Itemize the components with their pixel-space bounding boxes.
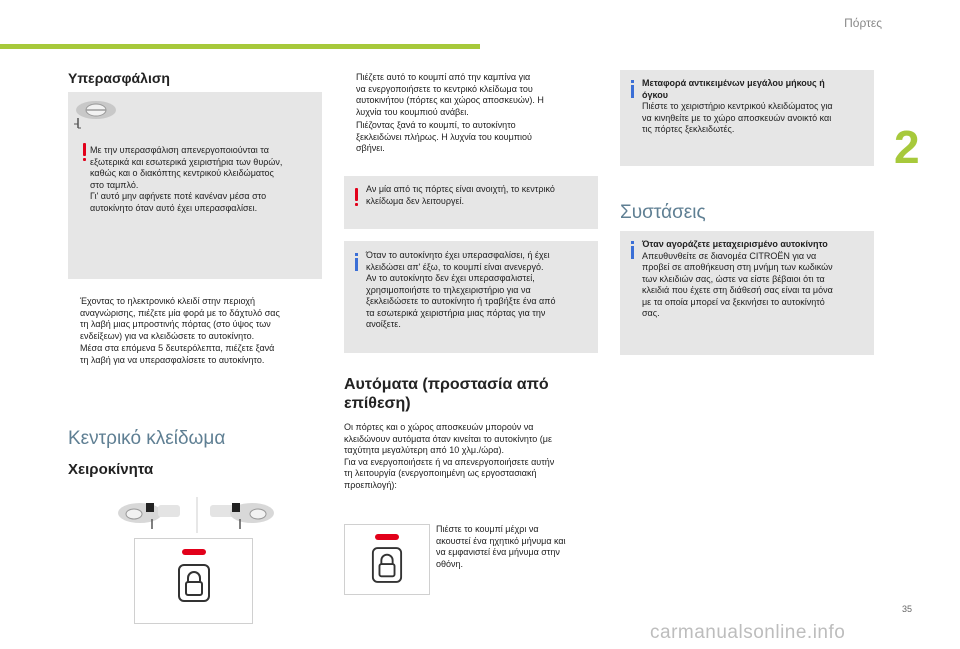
padlock-icon [177, 563, 211, 603]
lock-button-illustration [134, 538, 253, 624]
door-panels-illustration [112, 497, 282, 533]
watermark: carmanualsonline.info [650, 622, 846, 643]
central-lock-step-1: Πιέζετε αυτό το κουμπί από την καμπίνα για να ενεργοποιήσετε το κεντρικό κλείδωμα του αυτοκινήτου (πόρτες και χώρος αποσκευών). Η λυχνία του κουμπιού ανάβει. [356, 72, 544, 117]
deadlock-step-1: Έχοντας το ηλεκτρονικό κλειδί στην περιοχή αναγνώρισης, πιέζετε μία φορά με το δάχτυλό σας τη λαβή μιας μπροστινής πόρτας (στο ύψος των ενδείξεων) για να κλειδώσετε το αυτοκίνητο. [80, 296, 280, 341]
central-lock-warning-text: Αν μία από τις πόρτες είναι ανοιχτή, το κεντρικό κλείδωμα δεν λειτουργεί. [366, 184, 555, 206]
info-icon [354, 253, 358, 271]
indicator-light-icon [182, 549, 206, 555]
long-objects-info-text: Μεταφορά αντικειμένων μεγάλου μήκους ή όγκου Πιέστε το χειριστήριο κεντρικού κλειδώματος για να κινηθείτε με το χώρο αποσκευών ανοικτό και τις πόρτες ξεκλειδωτές. [642, 78, 833, 134]
lock-button-illustration-2 [344, 524, 430, 595]
chapter-number: 2 [894, 121, 920, 173]
padlock-icon [371, 546, 403, 584]
indicator-light-icon [375, 534, 399, 540]
automatic-locking-step: Πιέστε το κουμπί μέχρι να ακουστεί ένα ηχητικό μήνυμα και να εμφανιστεί ένα μήνυμα στην οθόνη. [436, 524, 566, 569]
central-lock-step-2: Πιέζοντας ξανά το κουμπί, το αυτοκίνητο ξεκλειδώνει πλήρως. Η λυχνία του κουμπιού σβήνει. [356, 120, 532, 153]
deadlock-step-2: Μέσα στα επόμενα 5 δευτερόλεπτα, πιέζετε ξανά τη λαβή για να υπερασφαλίσετε το αυτοκίνητο. [80, 343, 275, 365]
advice-section: Συστάσεις [620, 202, 706, 223]
section-header: Πόρτες [844, 16, 882, 30]
manual-title: Χειροκίνητα [68, 461, 154, 478]
central-locking-section: Κεντρικό κλείδωμα [68, 428, 226, 449]
warning-icon [354, 188, 358, 206]
deadlock-title: Υπερασφάλιση [68, 70, 170, 86]
door-handle-icon [70, 94, 120, 132]
central-lock-info-text: Όταν το αυτοκίνητο έχει υπερασφαλίσει, ή έχει κλειδώσει απ' έξω, το κουμπί είναι ανενεργό. Αν το αυτοκίνητο δεν έχει υπερασφαλιστεί, χρησιμοποιήστε το τηλεχειριστήριο για να ξεκλειδώσετε το αυτοκίνητο ή τραβήξτε ένα από τα εσωτερικά χειριστήρια μιας πόρτας για την ανοίξετε. [366, 250, 556, 329]
deadlock-warning-text: Με την υπερασφάλιση απενεργοποιούνται τα εξωτερικά και εσωτερικά χειριστήρια των θυρών, καθώς και ο διακόπτης κεντρικού κλειδώματος στο ταμπλό. Γι' αυτό μην αφήνετε ποτέ κανέναν μέσα στο αυτοκίνητο όταν αυτό έχει υπερασφαλίσει. [90, 145, 283, 213]
warning-icon [82, 143, 86, 161]
used-car-info-text: Όταν αγοράζετε μεταχειρισμένο αυτοκίνητο Απευθυνθείτε σε διανομέα CITROËN για να προβεί σε αποθήκευση στη μνήμη των κωδικών των κλειδιών σας, ώστε να είστε βέβαιοι ότι τα κλειδιά που έχετε στη διάθεσή σας είναι τα μόνα με τα οποία μπορεί να ξεκινήσει το αυτοκίνητό σας. [642, 239, 833, 318]
automatic-locking-title: Αυτόματα (προστασία από επίθεση) [344, 376, 549, 412]
top-accent-bar [0, 44, 480, 49]
info-icon [630, 241, 634, 259]
info-icon [630, 80, 634, 98]
automatic-locking-text: Οι πόρτες και ο χώρος αποσκευών μπορούν να κλειδώνουν αυτόματα όταν κινείται το αυτοκίνητο (με ταχύτητα μεγαλύτερη από 10 χλμ./ώρα). Για να ενεργοποιήσετε ή να απενεργοποιήσετε αυτήν τη λειτουργία (ενεργοποιημένη ως εργοστασιακή προεπιλογή): [344, 422, 555, 490]
page-number: 35 [902, 604, 913, 614]
